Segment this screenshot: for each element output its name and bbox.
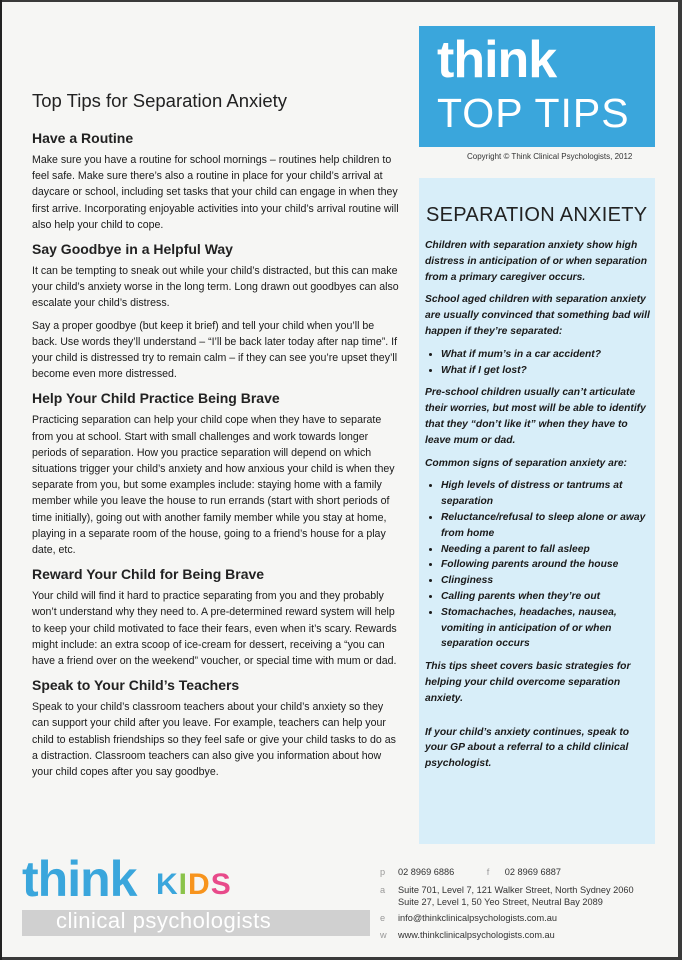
fax-number: 02 8969 6887 (504, 867, 561, 877)
website-link[interactable]: www.thinkclinicalpsychologists.com.au (398, 930, 555, 940)
logo-top-tips-text: TOP TIPS (437, 90, 630, 136)
address-key: a (380, 885, 386, 895)
sidebar-body (425, 238, 650, 779)
document-page (2, 2, 678, 957)
section-teachers (32, 677, 402, 780)
footer-logo-subtitle: clinical psychologists (56, 908, 272, 933)
web-key: w (380, 930, 387, 940)
section-practice (32, 390, 402, 558)
worry-list (425, 347, 650, 379)
list-item: • Calling parents when they’re out (441, 589, 650, 605)
section-paragraph: Practicing separation can help your child cope when they have to separate from you at school. Start with small challenges and work towards longer periods of separation. How you practice separation will depend on which situations trigger your child’s anxiety and how anxious your child is when they separate from you, but some examples include: staying home with a family member while you leave the house to run errands (start with short periods of time initially), going out with another family member while you stay at home, playing in a separate room of the house, going to a friend’s house for a play date, etc. (32, 414, 395, 557)
list-item: • Clinginess (441, 573, 650, 589)
list-item: • High levels of distress or tantrums at separation (441, 478, 650, 510)
section-heading: Speak to Your Child’s Teachers (32, 677, 240, 694)
think-kids-logo (22, 851, 370, 936)
list-item: • Reluctance/refusal to sleep alone or away from home (441, 510, 650, 542)
list-item: • Stomachaches, headaches, nausea, vomiting in anticipation of or when separation occurs (441, 605, 650, 652)
address-line-1: Suite 701, Level 7, 121 Walker Street, North Sydney 2060 (398, 885, 634, 895)
section-heading: Reward Your Child for Being Brave (32, 566, 265, 583)
sidebar-title: SEPARATION ANXIETY (426, 204, 648, 226)
section-heading: Have a Routine (32, 130, 134, 146)
sidebar-paragraph: Common signs of separation anxiety are: (425, 457, 627, 469)
page-title: Top Tips for Separation Anxiety (32, 90, 288, 111)
list-item: • What if I get lost? (441, 363, 650, 379)
section-reward (32, 566, 402, 669)
email-link[interactable]: info@thinkclinicalpsychologists.com.au (398, 913, 557, 923)
kids-letter: K (156, 868, 179, 901)
kids-letter: S (210, 868, 232, 901)
logo-think-text: think (437, 31, 557, 89)
web-row (380, 930, 555, 940)
email-row (380, 913, 557, 923)
section-paragraph: Your child will find it hard to practice separating from you and they probably won’t understand why they need to. A pre-determined reward system will help to keep your child motivated to face their fears, even when it’s scary. Rewards might include: an extra scoop of ice-cream for dessert, receiving a “you can have a friend over on the weekend” voucher, or special time with mum or dad. (32, 590, 397, 668)
section-paragraph: Speak to your child’s classroom teachers about your child’s anxiety so they can support your child after you leave. For example, teachers can help your child to establish friendships so they feel safe or give your child tasks to do as a distraction. Classroom teachers can also give you information about how your child copes after you say goodbye. (32, 701, 396, 779)
phone-key: p (380, 867, 386, 877)
kids-letter: I (178, 868, 189, 901)
section-goodbye (32, 241, 402, 382)
footer-logo-kids (156, 868, 232, 902)
think-top-tips-logo (419, 26, 655, 147)
address-row (380, 885, 634, 895)
section-heading: Help Your Child Practice Being Brave (32, 390, 280, 407)
section-paragraph: Make sure you have a routine for school mornings – routines help children to feel safe. Make sure there’s also a routine in place for your child’s arrival at daycare or school, including set tasks that your child can engage in when they first arrive. Incorporating enjoyable activities into your child’s arrival routine will also help your child to cope. (32, 154, 399, 231)
sidebar-paragraph: This tips sheet covers basic strategies for helping your child overcome separation anxiety. (425, 661, 631, 704)
sidebar-panel (419, 178, 655, 844)
sidebar-paragraph: School aged children with separation anxiety are usually convinced that something bad will happen if they’re separated: (425, 294, 650, 337)
list-item: • What if mum’s in a car accident? (441, 347, 650, 363)
list-item: • Following parents around the house (441, 557, 650, 573)
section-paragraph: Say a proper goodbye (but keep it brief) and tell your child when you’ll be back. Use words they’ll understand – “I’ll be back later today after nap time”. If your child is distressed try to remain calm – if they can see you’re upset they’ll become even more distressed. (32, 319, 398, 381)
section-routine (32, 130, 402, 233)
section-paragraph: It can be tempting to sneak out while your child’s distracted, but this can make your child’s anxiety worse in the long term. Long drawn out goodbyes can also escalate your child’s distress. (32, 265, 399, 310)
phone-number: 02 8969 6886 (398, 867, 455, 877)
sidebar-paragraph: If your child’s anxiety continues, speak to your GP about a referral to a child clinical psychologist. (425, 726, 630, 770)
signs-list (425, 478, 650, 652)
phone-row (380, 867, 561, 877)
copyright-notice: Copyright © Think Clinical Psychologists, 2012 (467, 152, 633, 161)
main-column (32, 90, 402, 788)
list-item: • Needing a parent to fall asleep (441, 542, 650, 558)
footer-logo-think: think (22, 851, 137, 907)
fax-key: f (486, 867, 490, 877)
address-line-2: Suite 27, Level 1, 50 Yeo Street, Neutral Bay 2089 (398, 897, 603, 907)
sidebar-paragraph: Children with separation anxiety show high distress in anticipation of or when separation from a primary caregiver occurs. (425, 240, 647, 283)
sidebar-paragraph: Pre-school children usually can’t articulate their worries, but most will be able to identify that they “don’t like it” when they have to leave mum or dad. (425, 387, 646, 446)
email-key: e (380, 913, 386, 923)
section-heading: Say Goodbye in a Helpful Way (32, 241, 233, 258)
kids-letter: D (188, 868, 211, 901)
